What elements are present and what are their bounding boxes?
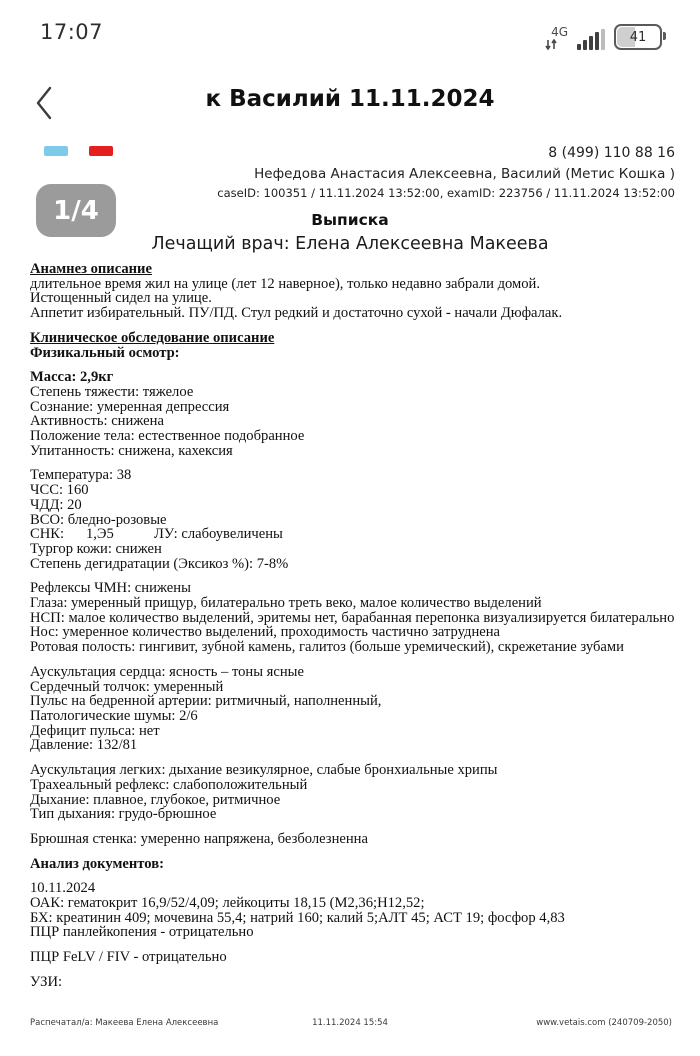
doc-line: Дефицит пульса: нет	[30, 722, 160, 739]
print-footer	[0, 1018, 700, 1038]
battery-nub	[663, 32, 666, 40]
doc-line: Масса: 2,9кг	[30, 369, 114, 386]
doc-blank-line	[30, 871, 675, 881]
doc-line: СНК: 1,Э5 ЛУ: слабоувеличены	[30, 526, 283, 543]
battery-icon	[614, 24, 662, 50]
doc-line: Анализ документов:	[30, 855, 164, 872]
doc-line: ЧСС: 160	[30, 482, 89, 499]
document-title: Выписка	[311, 211, 389, 229]
owner-patient-line: Нефедова Анастасия Алексеевна, Василий (Метис Кошка )	[254, 166, 675, 182]
attending-doctor-line: Лечащий врач: Елена Алексеевна Макеева	[151, 234, 549, 254]
doc-line: Сознание: умеренная депрессия	[30, 398, 230, 415]
doc-line: Нос: умеренное количество выделений, проходимость частично затруднена	[30, 624, 501, 641]
doc-line: Тип дыхания: грудо-брюшное	[30, 806, 217, 823]
doc-line: Аускультация легких: дыхание везикулярное, слабые бронхиальные хрипы	[30, 762, 498, 779]
doc-line: Давление: 132/81	[30, 737, 138, 754]
printed-by: Распечатал/а: Макеева Елена Алексеевна	[30, 1018, 219, 1028]
doc-line: Активность: снижена	[30, 413, 164, 430]
doc-line: Пульс на бедренной артерии: ритмичный, наполненный,	[30, 693, 382, 710]
doc-line: Ротовая полость: гингивит, зубной камень, галитоз (больше уремический), скрежетание зубами	[30, 639, 624, 656]
doc-line: Трахеальный рефлекс: слабоположительный	[30, 776, 308, 793]
doc-line: Физикальный осмотр:	[30, 344, 180, 361]
network-indicator	[545, 26, 568, 50]
doc-blank-line	[30, 965, 675, 975]
footer-site: www.vetais.com (240709-2050)	[536, 1018, 672, 1028]
case-exam-ids: caseID: 100351 / 11.11.2024 13:52:00, examID: 223756 / 11.11.2024 13:52:00	[217, 186, 675, 200]
doc-line: Аппетит избирательный. ПУ/ПД. Стул редкий и достаточно сухой - начали Дюфалак.	[30, 305, 563, 322]
status-icons	[545, 16, 662, 50]
doc-line: Положение тела: естественное подобранное	[30, 428, 305, 445]
doc-blank-line	[30, 360, 675, 370]
doc-line: 10.11.2024	[30, 880, 96, 897]
doc-line: длительное время жил на улице (лет 12 наверное), только недавно забрали домой.	[30, 275, 541, 292]
network-type-label: 4G	[551, 25, 568, 39]
doc-line: Степень тяжести: тяжелое	[30, 383, 194, 400]
doc-line: Брюшная стенка: умеренно напряжена, безболезненна	[30, 830, 368, 847]
doc-line: Степень дегидратации (Эксикоз %): 7-8%	[30, 555, 289, 572]
doc-line: Истощенный сидел на улице.	[30, 290, 212, 307]
document-body	[30, 262, 675, 990]
printed-datetime: 11.11.2024 15:54	[312, 1018, 388, 1028]
doc-line: НСП: малое количество выделений, эритемы нет, барабанная перепонка визуализируется билатерально	[30, 609, 675, 626]
clinic-phone: 8 (499) 110 88 16	[548, 145, 675, 161]
doc-line: БХ: креатинин 409; мочевина 55,4; натрий 160; калий 5;АЛТ 45; АСТ 19; фосфор 4,83	[30, 909, 565, 926]
doc-line: УЗИ:	[30, 973, 63, 990]
data-arrows-icon	[545, 39, 558, 50]
doc-line: Патологические шумы: 2/6	[30, 707, 198, 724]
page-indicator-badge[interactable]: 1/4	[36, 184, 116, 237]
doc-line: Рефлексы ЧМН: снижены	[30, 580, 191, 597]
doc-line: Глаза: умеренный прищур, билатерально треть веко, малое количество выделений	[30, 595, 542, 612]
doc-line: ВСО: бледно-розовые	[30, 511, 167, 528]
page-title: к Василий 11.11.2024	[205, 86, 495, 112]
doc-line: Температура: 38	[30, 467, 132, 484]
doc-line: ЧДД: 20	[30, 496, 82, 513]
doc-line: Анамнез описание	[30, 261, 152, 277]
doc-line: Аускультация сердца: ясность – тоны ясные	[30, 663, 304, 680]
battery-percent: 41	[629, 29, 647, 45]
status-bar	[0, 0, 700, 62]
doc-line: Сердечный толчок: умеренный	[30, 678, 224, 695]
clock: 17:07	[40, 20, 104, 44]
doc-line: Клиническое обследование описание	[30, 329, 275, 346]
doc-line: ОАК: гематокрит 16,9/52/4,09; лейкоциты 18,15 (М2,36;Н12,52;	[30, 895, 425, 912]
doc-line: Дыхание: плавное, глубокое, ритмичное	[30, 791, 281, 808]
doc-line: ПЦР панлейкопения - отрицательно	[30, 924, 254, 941]
legend-blue-swatch	[44, 146, 68, 156]
doc-line: Упитанность: снижена, кахексия	[30, 442, 233, 459]
legend-red-swatch	[89, 146, 113, 156]
doc-line: Тургор кожи: снижен	[30, 540, 162, 557]
signal-strength-icon	[577, 30, 605, 50]
doc-line: ПЦР FeLV / FIV - отрицательно	[30, 949, 227, 966]
